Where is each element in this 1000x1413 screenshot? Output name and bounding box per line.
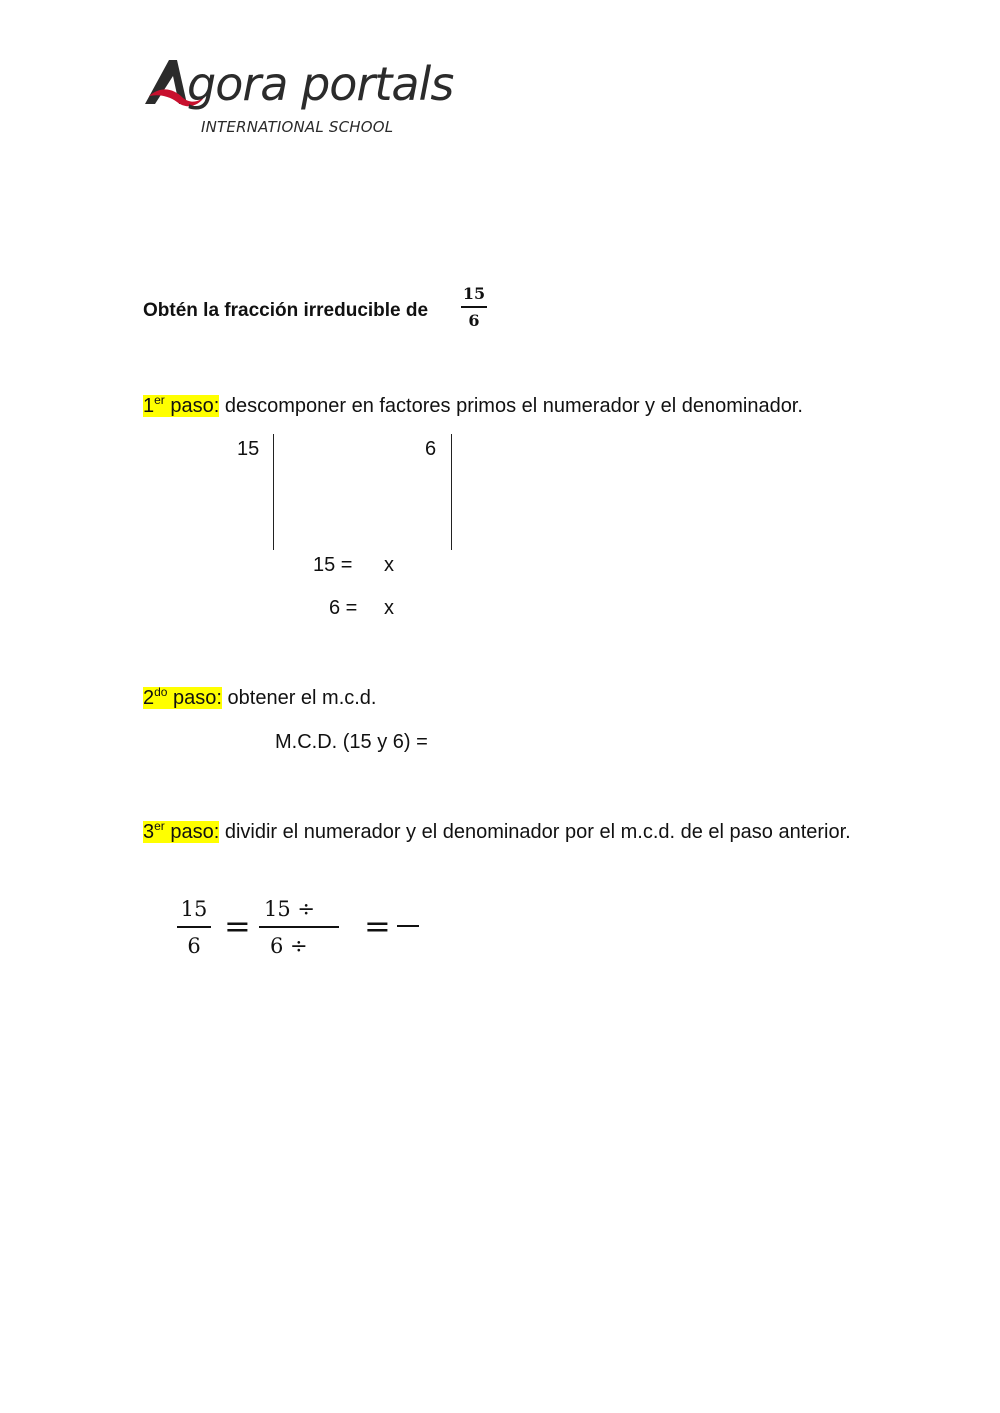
step1-ordinal: 1 [143,395,155,417]
factor-right-divider [451,434,452,550]
factor-right-number: 6 [425,438,437,460]
fraction-division [259,896,339,959]
step1-heading [143,390,803,422]
step3-label [143,821,219,843]
step3-sup: er [154,819,165,833]
title-fraction [461,284,487,331]
step2-label [143,687,222,709]
title-numerator: 15 [462,284,486,303]
school-logo [143,56,473,140]
fraction-original [177,896,211,959]
step1-label [143,395,219,417]
equals-sign-2: = [364,907,391,945]
step1-text: descomponer en factores primos el numerador y el denominador. [219,395,803,417]
equals-sign-1: = [224,907,251,945]
fraction-division-denominator: 6 ÷ [270,934,308,958]
mcd-expression: M.C.D. (15 y 6) = [275,731,428,753]
svg-text:gora portals: gora portals [187,57,454,111]
factor-left-divider [273,434,274,550]
fraction-division-numerator: 15 ÷ [264,897,315,921]
step2-ordinal: 2 [143,687,155,709]
step3-ordinal: 3 [143,821,155,843]
eq2-right: x [384,597,394,619]
logo-wordmark [143,56,473,118]
step2-sup: do [154,685,168,699]
step2-heading [143,682,377,714]
fraction-original-denominator: 6 [187,934,201,958]
eq1-right: x [384,554,394,576]
title-text: Obtén la fracción irreducible de [143,300,429,321]
eq1-left: 15 = [313,554,353,576]
fraction-original-bar [177,926,211,928]
step3-text: dividir el numerador y el denominador por el m.c.d. de el paso anterior. [219,821,851,843]
fraction-division-bar [259,926,339,928]
step3-heading [143,816,855,848]
factor-left-number: 15 [237,438,260,460]
step2-text: obtener el m.c.d. [221,687,377,709]
eq2-left: 6 = [329,597,358,619]
step2-label-text: paso: [167,687,222,709]
logo-subtitle: INTERNATIONAL SCHOOL [201,118,394,136]
fraction-bar [461,306,487,308]
step3-label-text: paso: [164,821,220,843]
fraction-original-numerator: 15 [180,897,208,921]
title-denominator: 6 [468,310,480,330]
answer-fraction-bar [397,925,419,927]
step1-sup: er [154,393,165,407]
step1-label-text: paso: [164,395,220,417]
